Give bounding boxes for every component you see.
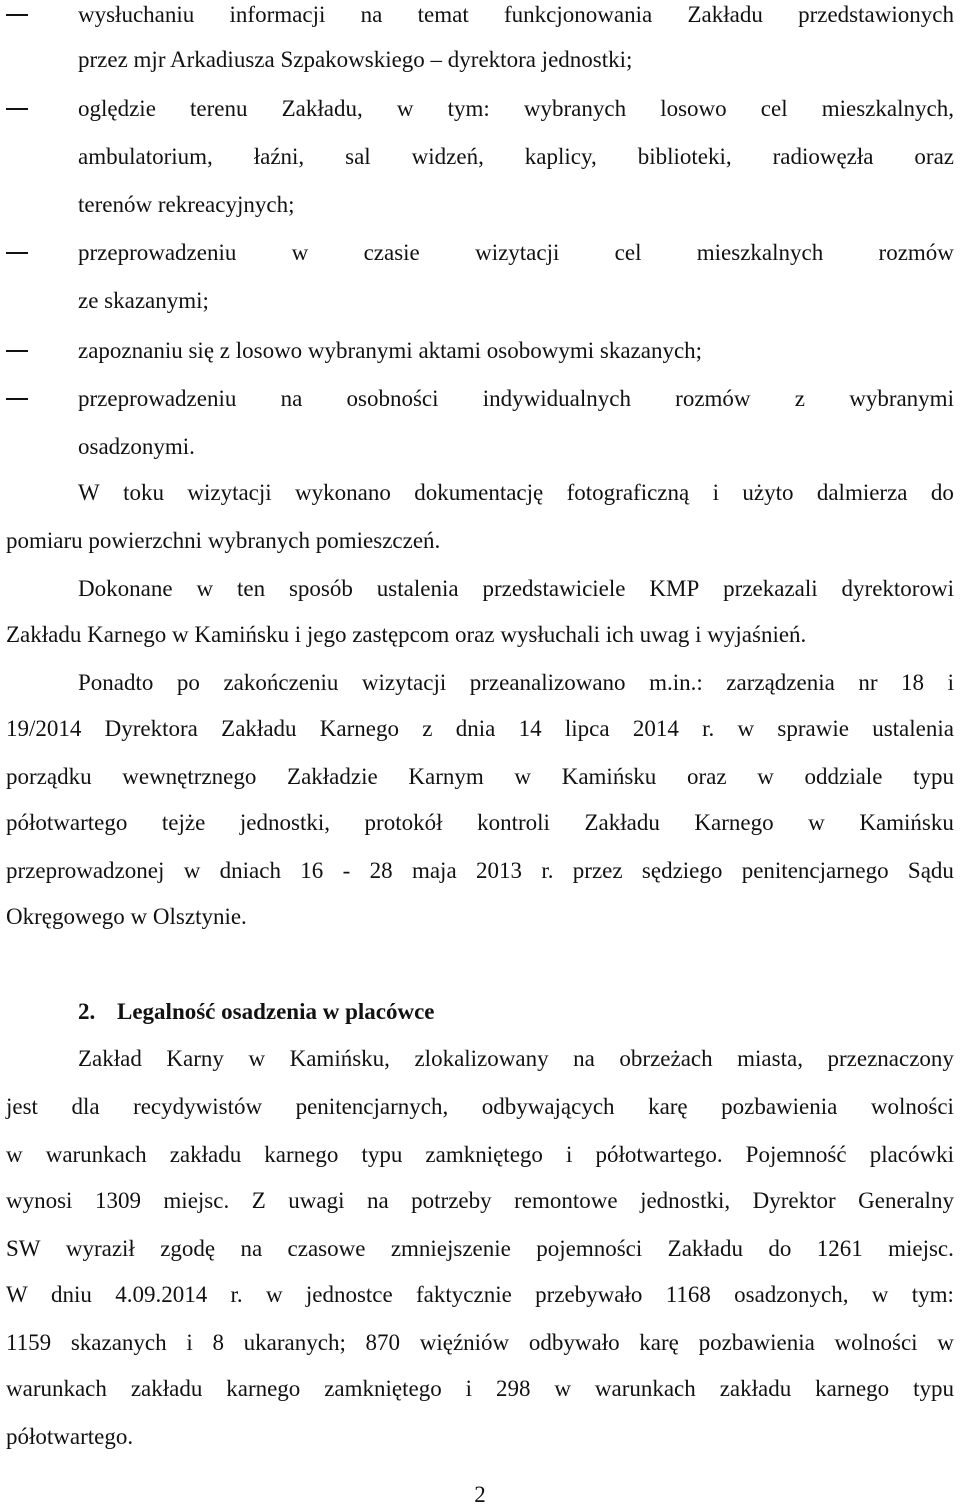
section-title: Legalność osadzenia w placówce (117, 999, 435, 1024)
paragraph-line: Ponadto po zakończeniu wizytacji przeanalizowano m.in.: zarządzenia nr 18 i (78, 670, 954, 695)
paragraph-line: warunkach zakładu karnego zamkniętego i 298 w warunkach zakładu karnego typu (6, 1376, 954, 1401)
bullet-line: zapoznaniu się z losowo wybranymi aktami osobowymi skazanych; (78, 338, 703, 363)
section-number: 2. (78, 999, 96, 1024)
paragraph-line: 1159 skazanych i 8 ukaranych; 870 więźniów odbywało karę pozbawienia wolności w (6, 1330, 954, 1355)
paragraph-line: porządku wewnętrznego Zakładzie Karnym w Kamińsku oraz w oddziale typu (6, 764, 954, 789)
bullet-dash (6, 14, 28, 16)
bullet-line: przez mjr Arkadiusza Szpakowskiego – dyrektora jednostki; (78, 47, 633, 72)
bullet-dash (6, 398, 28, 400)
page-number: 2 (474, 1482, 486, 1507)
paragraph-line: półotwartego. (6, 1424, 134, 1449)
bullet-line: oględzie terenu Zakładu, w tym: wybranych losowo cel mieszkalnych, (78, 96, 954, 121)
paragraph-line: Zakładu Karnego w Kamińsku i jego zastępcom oraz wysłuchali ich uwag i wyjaśnień. (6, 622, 807, 647)
bullet-dash (6, 350, 28, 352)
paragraph-line: SW wyraził zgodę na czasowe zmniejszenie pojemności Zakładu do 1261 miejsc. (6, 1236, 954, 1261)
paragraph-line: jest dla recydywistów penitencjarnych, odbywających karę pozbawienia wolności (6, 1094, 954, 1119)
bullet-line: wysłuchaniu informacji na temat funkcjonowania Zakładu przedstawionych (78, 2, 954, 27)
paragraph-line: W toku wizytacji wykonano dokumentację fotograficzną i użyto dalmierza do (78, 480, 954, 505)
bullet-line: przeprowadzeniu w czasie wizytacji cel mieszkalnych rozmów (78, 240, 954, 265)
bullet-line: osadzonymi. (78, 434, 195, 459)
paragraph-line: przeprowadzonej w dniach 16 - 28 maja 2013 r. przez sędziego penitencjarnego Sądu (6, 858, 954, 883)
bullet-line: ze skazanymi; (78, 288, 209, 313)
bullet-line: terenów rekreacyjnych; (78, 192, 295, 217)
paragraph-line: Zakład Karny w Kamińsku, zlokalizowany na obrzeżach miasta, przeznaczony (78, 1046, 954, 1071)
paragraph-line: 19/2014 Dyrektora Zakładu Karnego z dnia 14 lipca 2014 r. w sprawie ustalenia (6, 716, 954, 741)
paragraph-line: półotwartego tejże jednostki, protokół kontroli Zakładu Karnego w Kamińsku (6, 810, 954, 835)
bullet-dash (6, 252, 28, 254)
bullet-dash (6, 108, 28, 110)
paragraph-line: Okręgowego w Olsztynie. (6, 904, 247, 929)
paragraph-line: pomiaru powierzchni wybranych pomieszczeń. (6, 528, 441, 553)
bullet-line: przeprowadzeniu na osobności indywidualnych rozmów z wybranymi (78, 386, 954, 411)
paragraph-line: Dokonane w ten sposób ustalenia przedstawiciele KMP przekazali dyrektorowi (78, 576, 954, 601)
bullet-line: ambulatorium, łaźni, sal widzeń, kaplicy, biblioteki, radiowęzła oraz (78, 144, 954, 169)
paragraph-line: wynosi 1309 miejsc. Z uwagi na potrzeby remontowe jednostki, Dyrektor Generalny (6, 1188, 954, 1213)
paragraph-line: w warunkach zakładu karnego typu zamkniętego i półotwartego. Pojemność placówki (6, 1142, 954, 1167)
paragraph-line: W dniu 4.09.2014 r. w jednostce faktycznie przebywało 1168 osadzonych, w tym: (6, 1282, 954, 1307)
